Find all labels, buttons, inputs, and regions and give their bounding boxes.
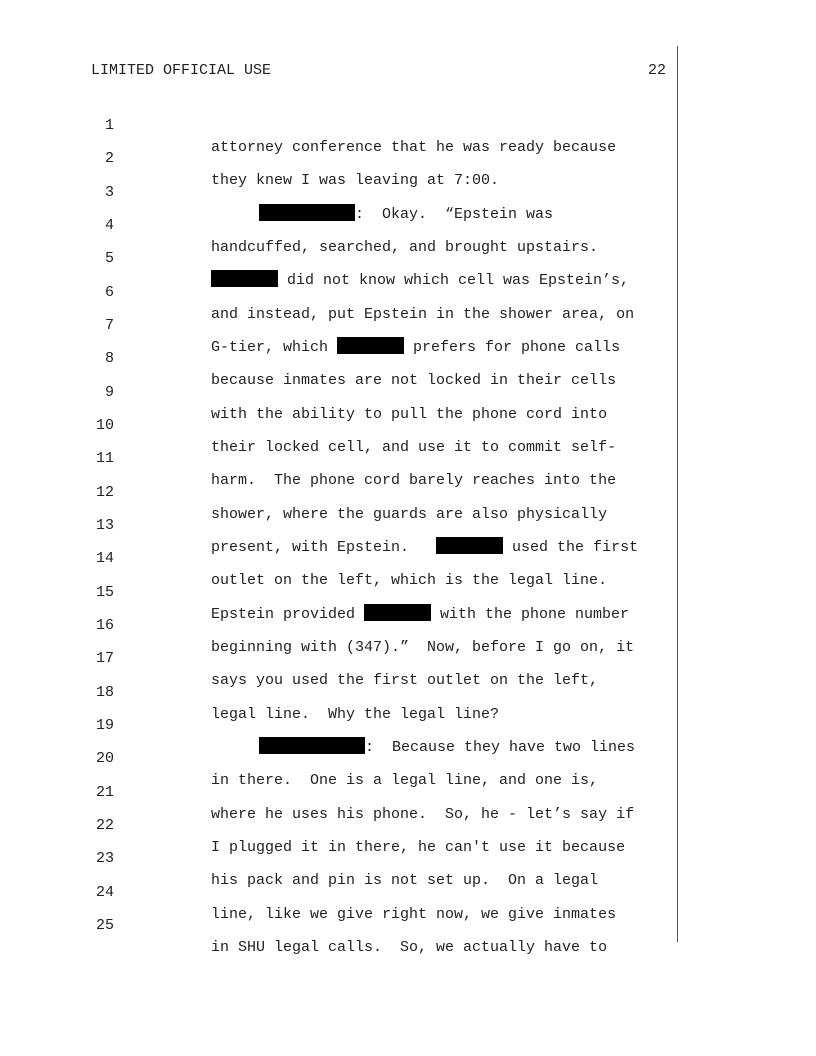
redaction-block: [211, 270, 278, 287]
line-number: 5: [104, 250, 114, 267]
line-text: outlet on the left, which is the legal line.: [211, 572, 608, 589]
line-text: says you used the first outlet on the left,: [211, 672, 599, 689]
line-text: and instead, put Epstein in the shower area, on: [211, 306, 635, 323]
line-text: shower, where the guards are also physically: [211, 506, 608, 523]
line-number: 25: [95, 917, 114, 934]
line-number: 15: [95, 584, 114, 601]
line-text: I plugged it in there, he can't use it because: [211, 839, 626, 856]
line-number: 2: [104, 150, 114, 167]
line-number: 23: [95, 850, 114, 867]
line-number: 19: [95, 717, 114, 734]
line-text: beginning with (347).” Now, before I go on, it: [211, 639, 635, 656]
line-text: they knew I was leaving at 7:00.: [211, 172, 500, 189]
redaction-block: [337, 337, 404, 354]
line-text: with the ability to pull the phone cord into: [211, 406, 608, 423]
line-number: 10: [95, 417, 114, 434]
page-number: 22: [647, 62, 666, 79]
line-text: G-tier, which prefers for phone calls: [211, 339, 621, 356]
line-text: his pack and pin is not set up. On a legal: [211, 872, 599, 889]
line-number: 21: [95, 784, 114, 801]
line-number: 1: [104, 117, 114, 134]
line-number: 12: [95, 484, 114, 501]
line-text: : Okay. “Epstein was: [259, 204, 553, 226]
right-margin-rule: [677, 46, 678, 942]
line-text: legal line. Why the legal line?: [211, 706, 500, 723]
line-number: 22: [95, 817, 114, 834]
line-number: 9: [104, 384, 114, 401]
line-number: 11: [95, 450, 114, 467]
line-number: 14: [95, 550, 114, 567]
line-number: 13: [95, 517, 114, 534]
line-text: their locked cell, and use it to commit self-: [211, 439, 617, 456]
line-number: 16: [95, 617, 114, 634]
redaction-block: [259, 204, 355, 221]
line-text: harm. The phone cord barely reaches into the: [211, 472, 617, 489]
line-text: did not know which cell was Epstein’s,: [211, 270, 629, 292]
line-number: 24: [95, 884, 114, 901]
line-text: handcuffed, searched, and brought upstairs.: [211, 239, 599, 256]
line-text: Epstein provided with the phone number: [211, 606, 630, 623]
line-number: 17: [95, 650, 114, 667]
line-number: 8: [104, 350, 114, 367]
line-text: attorney conference that he was ready because: [211, 139, 617, 156]
line-text: in SHU legal calls. So, we actually have to: [211, 939, 608, 956]
line-text: where he uses his phone. So, he - let’s say if: [211, 806, 635, 823]
classification-header: LIMITED OFFICIAL USE: [91, 62, 272, 79]
line-text: : Because they have two lines: [259, 737, 635, 759]
line-text: line, like we give right now, we give inmates: [211, 906, 617, 923]
line-number: 4: [104, 217, 114, 234]
transcript-line: [0, 93, 617, 156]
line-number: 7: [104, 317, 114, 334]
redaction-block: [259, 737, 365, 754]
redaction-block: [364, 604, 431, 621]
redaction-block: [436, 537, 503, 554]
line-number: 3: [104, 184, 114, 201]
line-text: because inmates are not locked in their cells: [211, 372, 617, 389]
line-text: in there. One is a legal line, and one is,: [211, 772, 599, 789]
line-text: present, with Epstein. used the first: [211, 539, 639, 556]
line-number: 6: [104, 284, 114, 301]
line-number: 18: [95, 684, 114, 701]
line-number: 20: [95, 750, 114, 767]
